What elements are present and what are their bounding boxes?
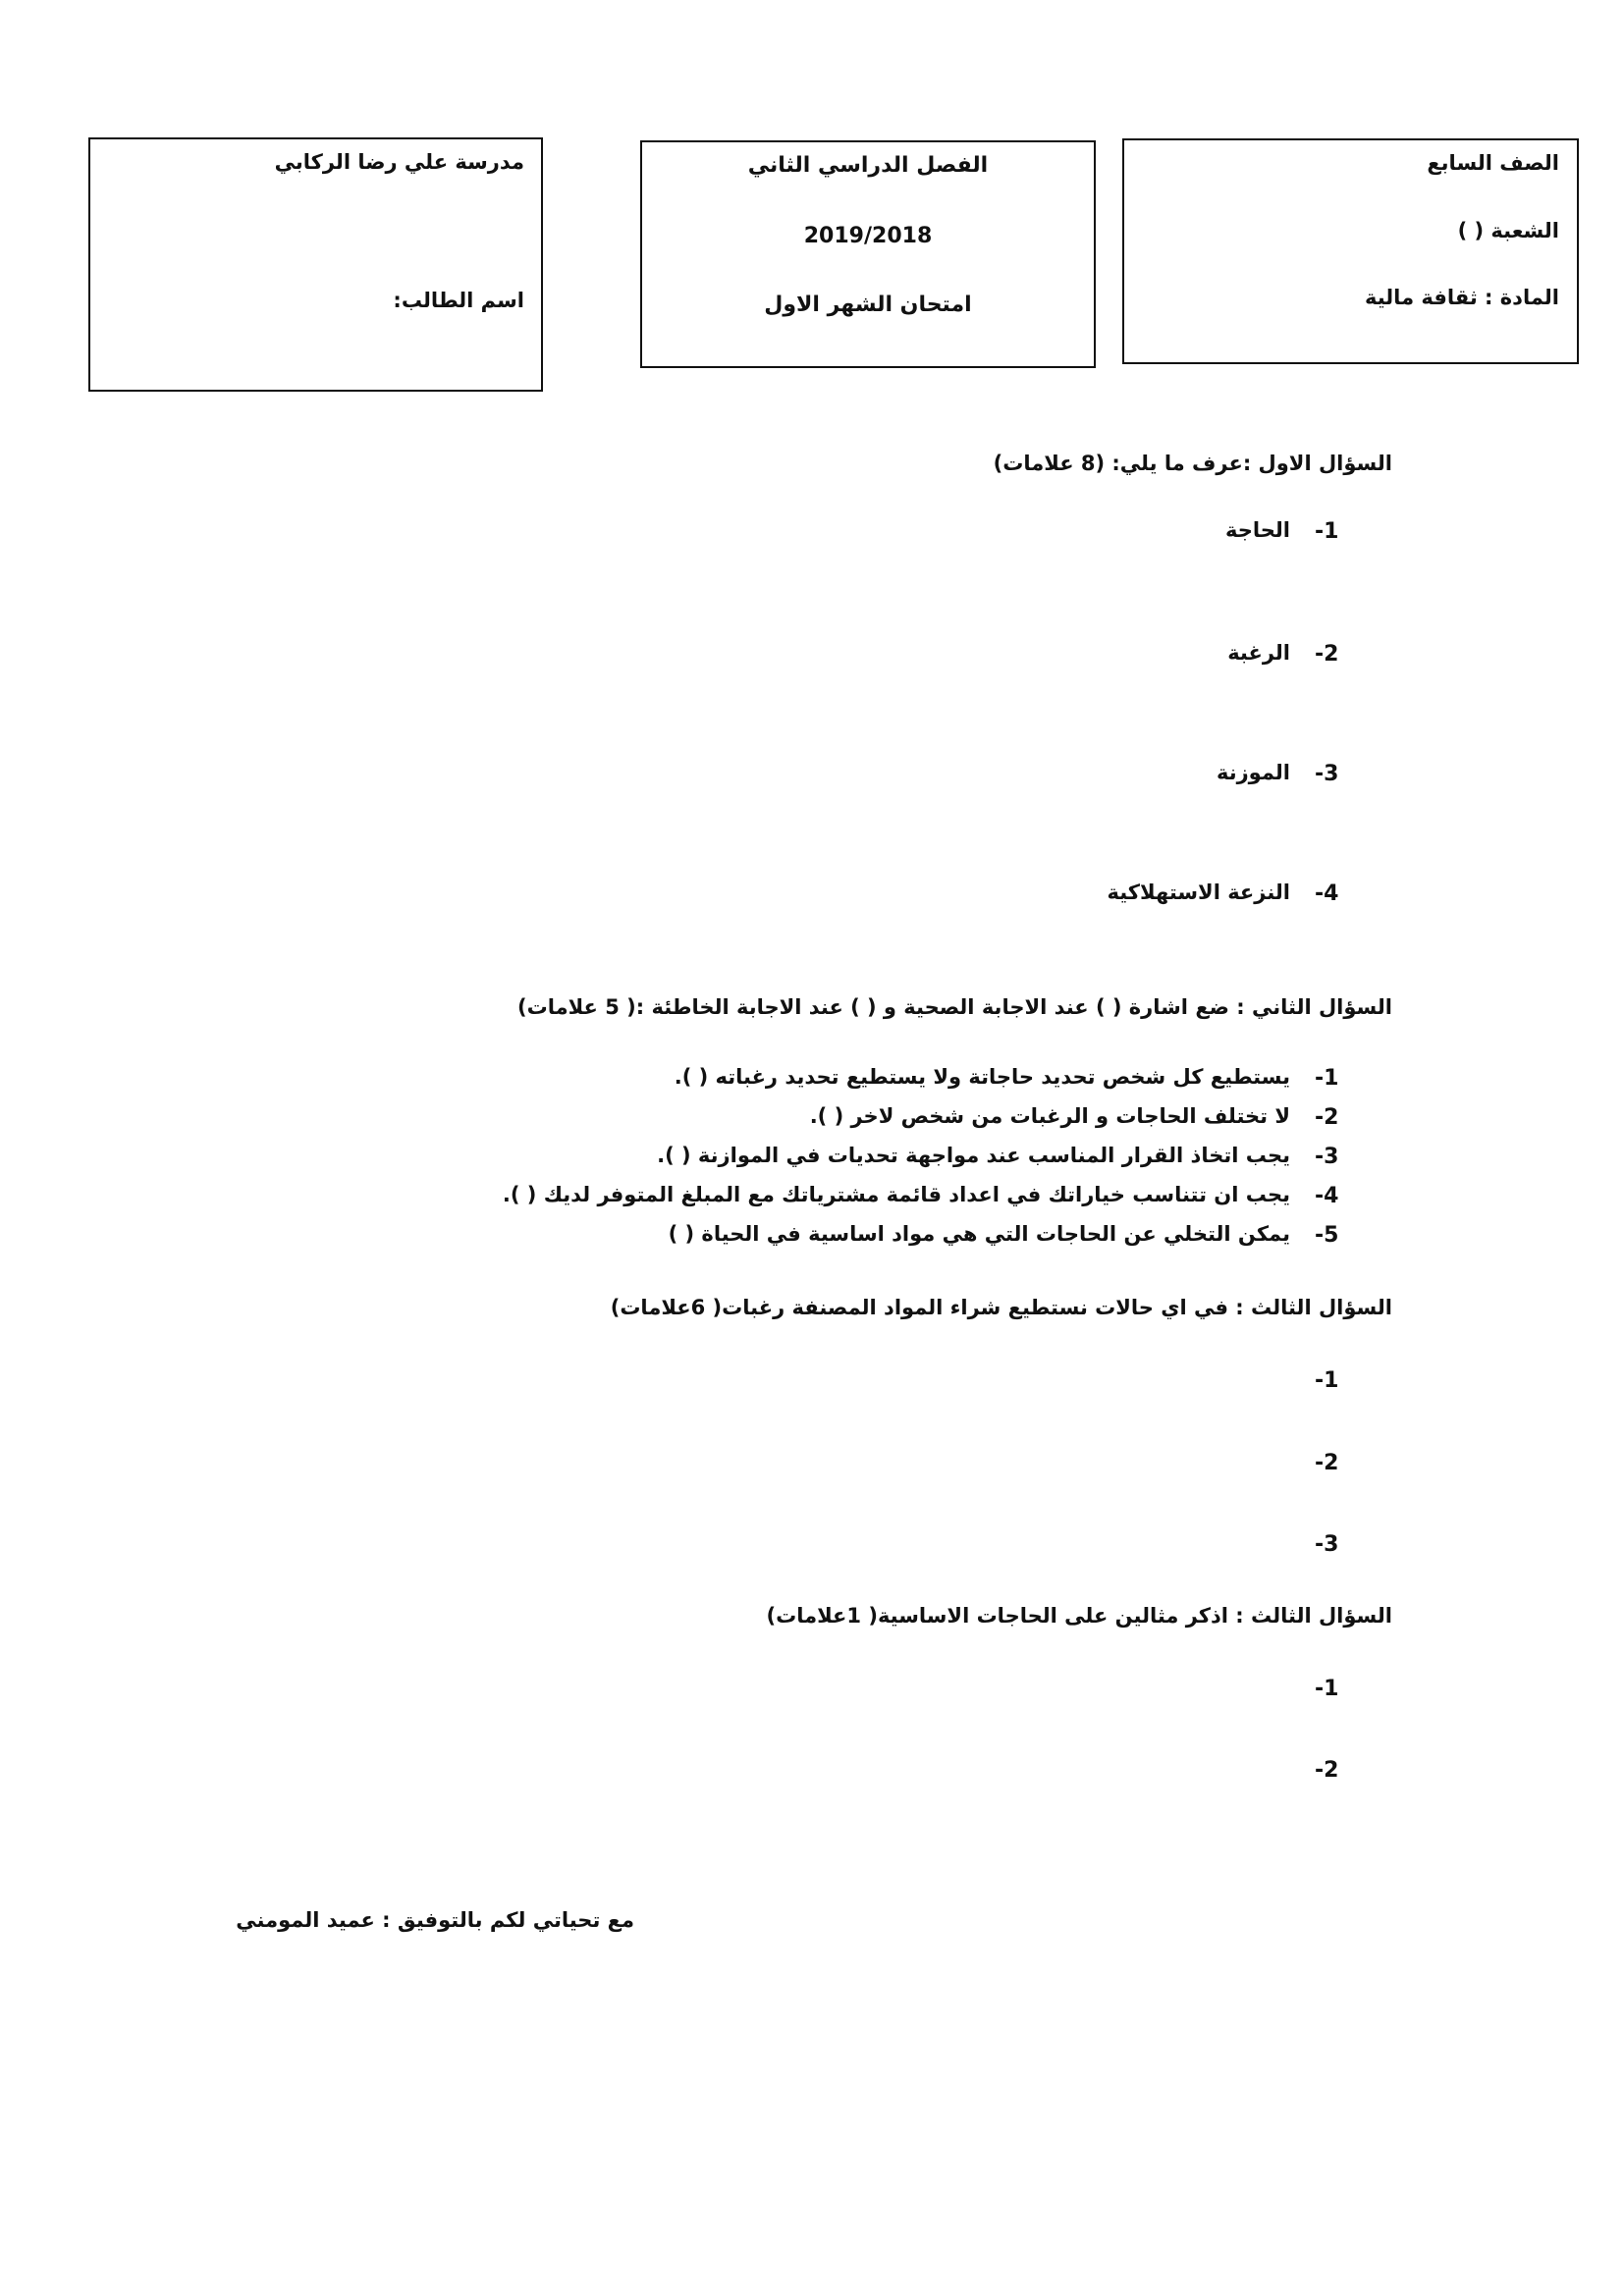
q1-item-text: النزعة الاستهلاكية — [1107, 881, 1290, 904]
q2-item-text: يجب ان تتناسب خياراتك في اعداد قائمة مشترياتك مع المبلغ المتوفر لديك ( ). — [502, 1183, 1290, 1206]
subject-label: المادة : ثقافة مالية — [1364, 286, 1559, 309]
q3-answer-number: -3 — [1315, 1532, 1339, 1557]
q2-title: السؤال الثاني : ضع اشارة ( ) عند الاجابة الصحية و ( ) عند الاجابة الخاطئة :( 5 علامات) — [517, 995, 1392, 1019]
q3-answer-number: -2 — [1315, 1451, 1339, 1475]
semester-label: الفصل الدراسي الثاني — [747, 153, 989, 178]
q1-item-text: الرغبة — [1227, 641, 1290, 665]
school-name: مدرسة علي رضا الركابي — [274, 150, 524, 174]
teacher-signature: مع تحياتي لكم بالتوفيق : عميد المومني — [236, 1908, 634, 1932]
header-left-box — [88, 137, 543, 392]
q1-item-text: الحاجة — [1225, 518, 1290, 542]
student-name-label: اسم الطالب: — [393, 289, 524, 312]
q2-item-text: يستطيع كل شخص تحديد حاجاتة ولا يستطيع تحديد رغباته ( ). — [674, 1065, 1290, 1089]
q2-item-text: لا تختلف الحاجات و الرغبات من شخص لاخر ( ). — [809, 1104, 1290, 1128]
q2-item-number: -2 — [1315, 1105, 1339, 1130]
q1-item-number: -1 — [1315, 519, 1339, 544]
q2-item-text: يجب اتخاذ القرار المناسب عند مواجهة تحديات في الموازنة ( ). — [657, 1144, 1290, 1167]
q4-answer-number: -2 — [1315, 1758, 1339, 1783]
section-label: الشعبة ( ) — [1457, 219, 1559, 242]
q1-title: السؤال الاول :عرف ما يلي: (8 علامات) — [993, 452, 1392, 475]
q2-item-text: يمكن التخلي عن الحاجات التي هي مواد اساسية في الحياة ( ) — [668, 1222, 1290, 1246]
year-label: 2019/2018 — [803, 224, 933, 248]
grade-label: الصف السابع — [1427, 151, 1559, 175]
q2-item-number: -4 — [1315, 1184, 1339, 1208]
q1-item-number: -2 — [1315, 642, 1339, 667]
q4-answer-number: -1 — [1315, 1677, 1339, 1701]
q3-answer-number: -1 — [1315, 1368, 1339, 1393]
q4-title: السؤال الثالث : اذكر مثالين على الحاجات الاساسية( 1علامات) — [766, 1604, 1392, 1628]
q1-item-number: -4 — [1315, 881, 1339, 906]
q3-title: السؤال الثالث : في اي حالات نستطيع شراء المواد المصنفة رغبات( 6علامات) — [610, 1296, 1392, 1319]
q2-item-number: -1 — [1315, 1066, 1339, 1091]
exam-title: امتحان الشهر الاول — [764, 293, 972, 317]
q1-item-text: الموزنة — [1216, 761, 1290, 784]
q2-item-number: -3 — [1315, 1145, 1339, 1169]
q1-item-number: -3 — [1315, 762, 1339, 786]
q2-item-number: -5 — [1315, 1223, 1339, 1248]
